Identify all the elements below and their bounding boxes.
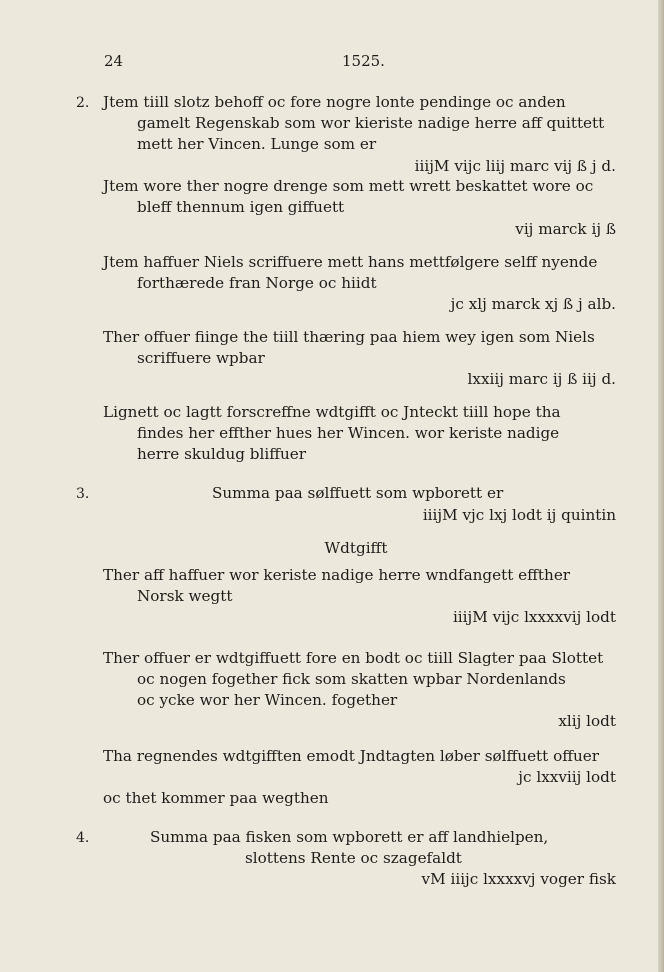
text-line: Ther offuer fiinge the tiill thæring paa hiem wey igen som Niels bbox=[103, 328, 595, 346]
amount-line: jc xlj marck xj ß j alb. bbox=[450, 295, 616, 313]
text-line: Jtem tiill slotz behoff oc fore nogre lonte pendinge oc anden bbox=[103, 93, 566, 111]
running-year: 1525. bbox=[342, 52, 385, 70]
text-line: herre skuldug bliffuer bbox=[137, 445, 307, 463]
text-line: oc nogen fogether fick som skatten wpbar Nordenlands bbox=[137, 670, 566, 688]
page-number: 24 bbox=[104, 52, 124, 70]
section-number: 4. bbox=[76, 830, 90, 846]
text-line: Summa paa fisken som wpborett er aff landhielpen, bbox=[150, 828, 549, 846]
text-line: Ther aff haffuer wor keriste nadige herre wndfangett effther bbox=[103, 566, 571, 584]
amount-line: iiijM vijc lxxxxvij lodt bbox=[452, 608, 616, 626]
text-line: mett her Vincen. Lunge som er bbox=[137, 135, 377, 153]
text-line: findes her effther hues her Wincen. wor keriste nadige bbox=[137, 424, 560, 442]
text-line: oc ycke wor her Wincen. fogether bbox=[137, 691, 398, 709]
text-line: gamelt Regenskab som wor kieriste nadige herre aff quittett bbox=[137, 114, 605, 132]
text-line: oc thet kommer paa wegthen bbox=[103, 789, 329, 807]
text-line: Summa paa sølffuett som wpborett er bbox=[212, 484, 504, 502]
amount-line: vM iiijc lxxxxvj voger fisk bbox=[421, 870, 616, 888]
section-heading: Wdtgifft bbox=[324, 539, 388, 557]
text-line: Norsk wegtt bbox=[137, 587, 233, 605]
section-number: 3. bbox=[76, 486, 90, 502]
amount-line: lxxiij marc ij ß iij d. bbox=[467, 370, 616, 388]
text-line: Lignett oc lagtt forscreffne wdtgifft oc Jnteckt tiill hope tha bbox=[103, 403, 561, 421]
amount-line: iiijM vijc liij marc vij ß j d. bbox=[414, 157, 616, 175]
section-number: 2. bbox=[76, 95, 90, 111]
amount-line: xlij lodt bbox=[558, 712, 616, 730]
text-line: forthærede fran Norge oc hiidt bbox=[137, 274, 377, 292]
text-line: bleff thennum igen giffuett bbox=[137, 198, 345, 216]
amount-line: jc lxxviij lodt bbox=[518, 768, 616, 786]
amount-line: iiijM vjc lxj lodt ij quintin bbox=[422, 506, 616, 524]
text-line: Jtem haffuer Niels scriffuere mett hans mettfølgere selff nyende bbox=[103, 253, 598, 271]
text-line: slottens Rente oc szagefaldt bbox=[245, 849, 462, 867]
text-line: Ther offuer er wdtgiffuett fore en bodt oc tiill Slagter paa Slottet bbox=[103, 649, 604, 667]
text-line: Jtem wore ther nogre drenge som mett wrett beskattet wore oc bbox=[103, 177, 594, 195]
text-line: scriffuere wpbar bbox=[137, 349, 265, 367]
text-line: Tha regnendes wdtgifften emodt Jndtagten løber sølffuett offuer bbox=[103, 747, 600, 765]
amount-line: vij marck ij ß bbox=[515, 220, 616, 238]
